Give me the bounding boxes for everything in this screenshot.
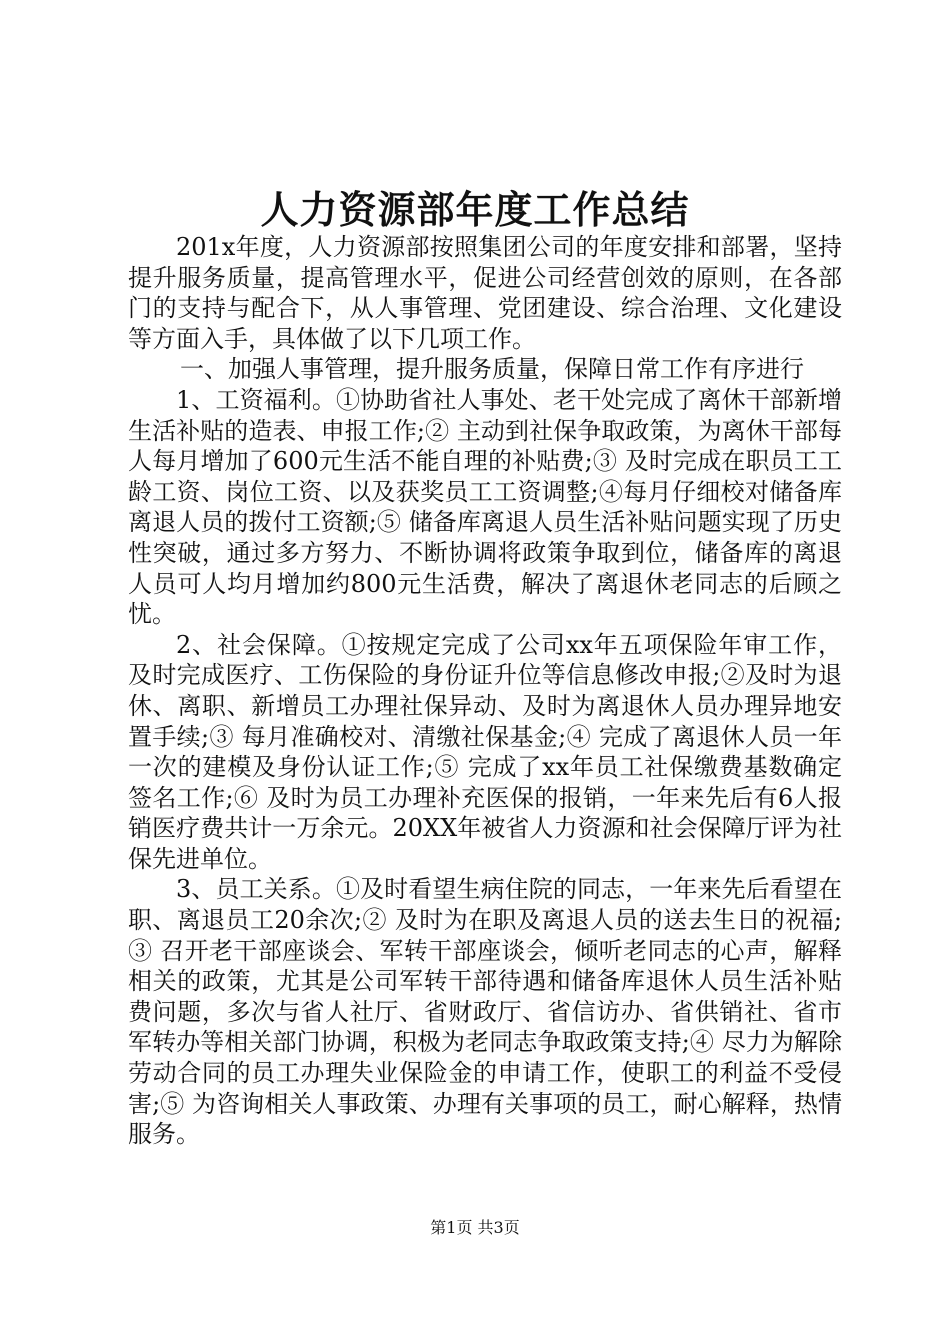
employee-relations-paragraph: 3、员工关系。①及时看望生病住院的同志，一年来先后看望在职、离退员工20余次;② 及时为在职及离退人员的送去生日的祝福;③ 召开老干部座谈会、军转干部座谈会，倾听老同志的心声，解释相关的政策，尤其是公司军转干部待遇和储备库退休人员生活补贴费问题，多次与省人社厅、省财政厅、省信访办、省供销社、省市军转办等相关部门协调，积极为老同志争取政策支持;④ 尽力为解除劳动合同的员工办理失业保险金的申请工作，使职工的利益不受侵害;⑤ 为咨询相关人事政策、办理有关事项的员工，耐心解释，热情服务。 (128, 875, 842, 1149)
salary-benefits-paragraph: 1、工资福利。①协助省社人事处、老干处完成了离休干部新增生活补贴的造表、申报工作;② 主动到社保争取政策，为离休干部每人每月增加了600元生活不能自理的补贴费;③ 及时完成在职员工工龄工资、岗位工资、以及获奖员工工资调整;④每月仔细校对储备库离退人员的拨付工资额;⑤ 储备库离退人员生活补贴问题实现了历史性突破，通过多方努力、不断协调将政策争取到位，储备库的离退人员可人均月增加约800元生活费，解决了离退休老同志的后顾之忧。 (128, 385, 842, 629)
page-indicator: 第1页 共3页 (430, 1218, 520, 1237)
document-body (128, 232, 842, 1150)
intro-paragraph: 201x年度，人力资源部按照集团公司的年度安排和部署，坚持提升服务质量，提高管理水平，促进公司经营创效的原则，在各部门的支持与配合下，从人事管理、党团建设、综合治理、文化建设等方面入手，具体做了以下几项工作。 (128, 233, 842, 353)
social-security-paragraph: 2、社会保障。①按规定完成了公司xx年五项保险年审工作，及时完成医疗、工伤保险的身份证升位等信息修改申报;②及时为退休、离职、新增员工办理社保异动、及时为离退休人员办理异地安置手续;③ 每月准确校对、清缴社保基金;④ 完成了离退休人员一年一次的建模及身份认证工作;⑤ 完成了xx年员工社保缴费基数确定签名工作;⑥ 及时为员工办理补充医保的报销，一年来先后有6人报销医疗费共计一万余元。20XX年被省人力资源和社会保障厅评为社保先进单位。 (128, 630, 842, 873)
document-title: 人力资源部年度工作总结 (260, 187, 690, 232)
section-heading: 一、加强人事管理，提升服务质量，保障日常工作有序进行 (180, 355, 804, 384)
